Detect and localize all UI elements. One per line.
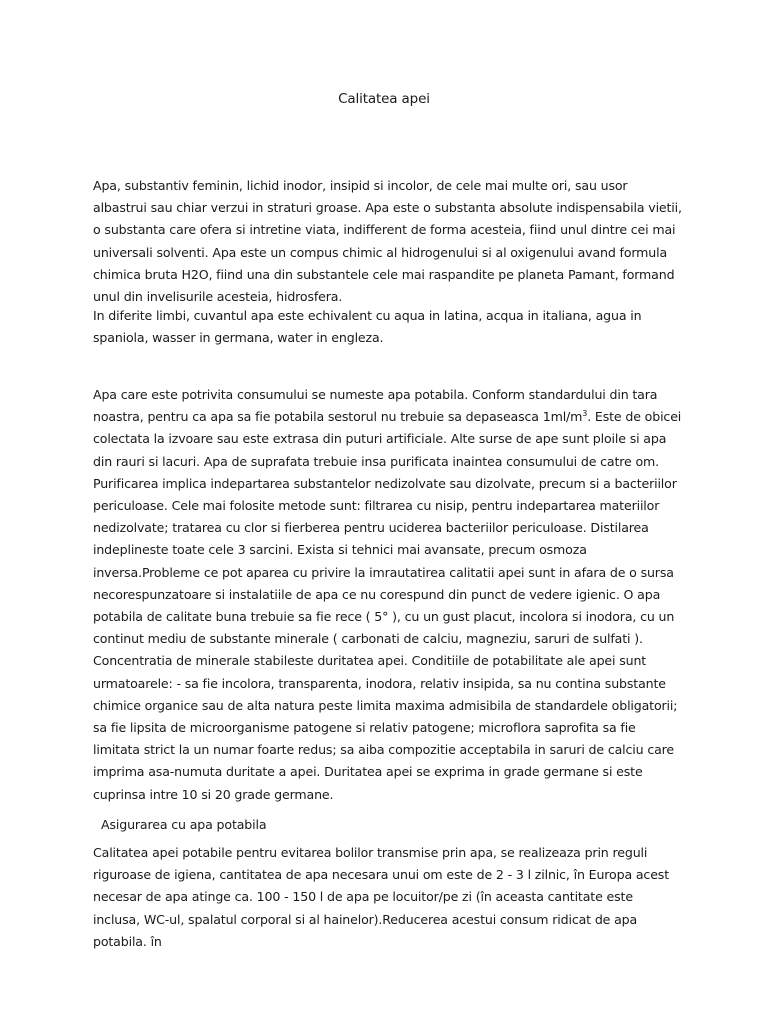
document-title: Calitatea apei <box>338 91 430 107</box>
superscript-cube: 3 <box>582 409 588 419</box>
section-heading: Asigurarea cu apa potabila <box>101 817 267 832</box>
paragraph-definition: Apa, substantiv feminin, lichid inodor, insipid si incolor, de cele mai multe ori, sau usor albastrui sau chiar verzui in straturi groase. Apa este o substanta absolute indispensabila vietii, o substanta care ofera si intretine viata, indifferent de forma acesteia, fiind unul dintre cei mai universali solventi. Apa este un compus chimic al hidrogenului si al oxigenului avand formula chimica bruta H2O, fiind una din substantele cele mai raspandite pe planeta Pamant, formand unul din invelisurile acesteia, hidrosfera. <box>93 178 682 305</box>
paragraph-potable-water-part2: . Este de obicei colectata la izvoare sau este extrasa din puturi artificiale. Alte surse de ape sunt ploile si apa din rauri si lacuri. Apa de suprafata trebuie insa purificata inaintea consumului de catre om. Purificarea implica indepartarea substantelor nedizolvate sau dizolvate, precum si a bacteriilor periculoase. Cele mai folosite metode sunt: filtrarea cu nisip, pentru indepartarea materiilor nedizolvate; tratarea cu clor si fierberea pentru uciderea bacteriilor periculoase. Distilarea indeplineste toate cele 3 sarcini. Exista si tehnici mai avansate, precum osmoza inversa.Probleme ce pot aparea cu privire la imrautatirea calitatii apei sunt in afara de o sursa necorespunzatoare si instalatiile de apa ce nu corespund din punct de vedere igienic. O apa potabila de calitate buna trebuie sa fie rece ( 5° ), cu un gust placut, incolora si inodora, cu un continut mediu de substante minerale ( carbonati de calciu, magneziu, saruri de sulfati ). Concentratia de minerale stabileste duritatea apei. Conditiile de potabilitate ale apei sunt urmatoarele: - sa fie incolora, transparenta, inodora, relativ insipida, sa nu contina substante chimice organice sau de alta natura peste limita maxima admisibila de standardele obligatorii; sa fie lipsita de microorganisme patogene si relativ patogene; microflora saprofita sa fie limitata strict la un numar foarte redus; sa aiba compozitie acceptabila in saruri de calciu care imprima asa-numuta duritate a apei. Duritatea apei se exprima in grade germane si este cuprinsa intre 10 si 20 grade germane. <box>93 409 682 802</box>
paragraph-languages: In diferite limbi, cuvantul apa este echivalent cu aqua in latina, acqua in italiana, agua in spaniola, wasser in germana, water in engleza. <box>93 308 642 346</box>
paragraph-potable-water <box>93 384 683 806</box>
paragraph-potable-water-part1: Apa care este potrivita consumului se numeste apa potabila. Conform standardului din tara noastra, pentru ca apa sa fie potabila sestorul nu trebuie sa depaseasca 1ml/m <box>93 387 658 425</box>
paragraph-supply: Calitatea apei potabile pentru evitarea bolilor transmise prin apa, se realizeaza prin reguli riguroase de igiena, cantitatea de apa necesara unui om este de 2 - 3 l zilnic, în Europa acest necesar de apa atinge ca. 100 - 150 l de apa pe locuitor/pe zi (în aceasta cantitate este inclusa, WC-ul, spalatul corporal si al hainelor).Reducerea acestui consum ridicat de apa potabila. în <box>93 845 670 949</box>
